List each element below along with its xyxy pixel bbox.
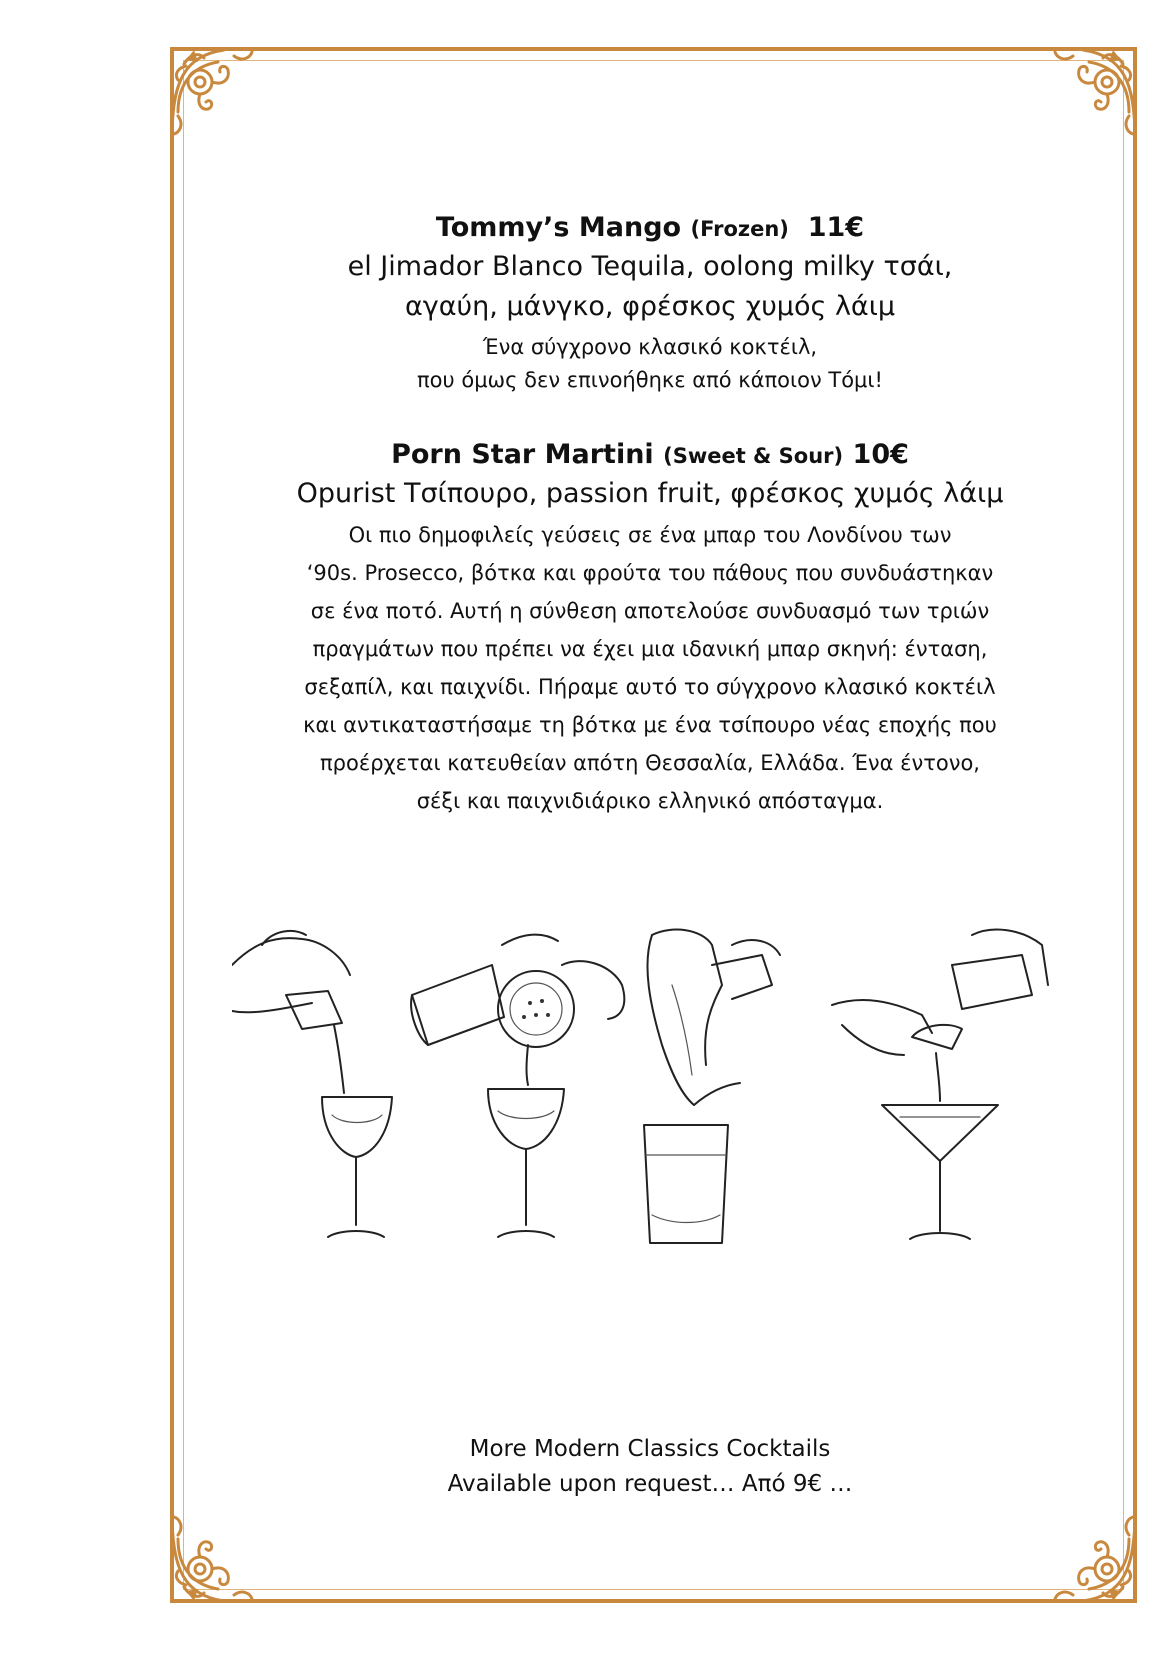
cocktail-description-line: ‘90s. Prosecco, βότκα και φρούτα του πάθους που συνδυάστηκαν (306, 561, 994, 585)
cocktail-description-line: προέρχεται κατευθείαν απότη Θεσσαλία, Ελλάδα. Ένα έντονο, (320, 751, 980, 775)
cocktail-description-line: σε ένα ποτό. Αυτή η σύνθεση αποτελούσε συνδυασμό των τριών (310, 599, 990, 623)
corner-ornament-icon (1039, 42, 1143, 146)
pour-jigger-coupe-sketch (232, 931, 392, 1237)
cocktail-style: (Frozen) (690, 217, 789, 241)
cocktail-item-porn-star-martini (200, 437, 1100, 820)
cocktail-description-line: σεξαπίλ, και παιχνίδι. Πήραμε αυτό το σύγχρονο κλασικό κοκτέιλ (304, 675, 996, 699)
menu-footer (200, 1432, 1100, 1502)
cocktail-ingredients-line: αγαύη, μάνγκο, φρέσκος χυμός λάιμ (404, 291, 896, 322)
bartender-pouring-cocktails-icon (232, 925, 1072, 1265)
cocktail-ingredients-line: Opurist Τσίπουρο, passion fruit, φρέσκος χυμός λάιμ (296, 478, 1004, 509)
cocktail-price: 10€ (852, 439, 909, 470)
cocktail-price: 11€ (807, 212, 865, 243)
cocktail-description-line: και αντικαταστήσαμε τη βότκα με ένα τσίπουρο νέας εποχής που (303, 713, 997, 737)
corner-ornament-icon (164, 42, 268, 146)
cocktail-title (200, 210, 1100, 247)
footer-line: More Modern Classics Cocktails (469, 1436, 831, 1462)
cocktail-ingredients-line: el Jimador Blanco Tequila, oolong milky τσάι, (347, 251, 953, 282)
cocktail-description-line: σέξι και παιχνιδιάρικο ελληνικό απόσταγμα. (416, 789, 884, 813)
cocktail-description-line: Ένα σύγχρονο κλασικό κοκτέιλ, (482, 335, 818, 359)
shaker-tumbler-sketch (644, 930, 780, 1243)
cocktail-name: Tommy’s Mango (435, 212, 682, 243)
strain-martini-sketch (832, 930, 1048, 1239)
cocktail-description-line: Οι πιο δημοφιλείς γεύσεις σε ένα μπαρ του Λονδίνου των (348, 523, 952, 547)
cocktail-title (200, 437, 1100, 474)
cocktail-item-tommys-mango (200, 210, 1100, 397)
corner-ornament-icon (1039, 1505, 1143, 1609)
cocktail-description-line: πραγμάτων που πρέπει να έχει μια ιδανική μπαρ σκηνή: ένταση, (312, 637, 988, 661)
cocktail-name: Porn Star Martini (391, 439, 654, 470)
pour-shaker-coupe-sketch (411, 935, 624, 1237)
cocktail-description-line: που όμως δεν επινοήθηκε από κάποιον Τόμι! (417, 368, 883, 392)
menu-content (200, 210, 1100, 820)
cocktail-style: (Sweet & Sour) (663, 444, 844, 468)
corner-ornament-icon (164, 1505, 268, 1609)
footer-line: Available upon request… Από 9€ … (447, 1471, 853, 1497)
